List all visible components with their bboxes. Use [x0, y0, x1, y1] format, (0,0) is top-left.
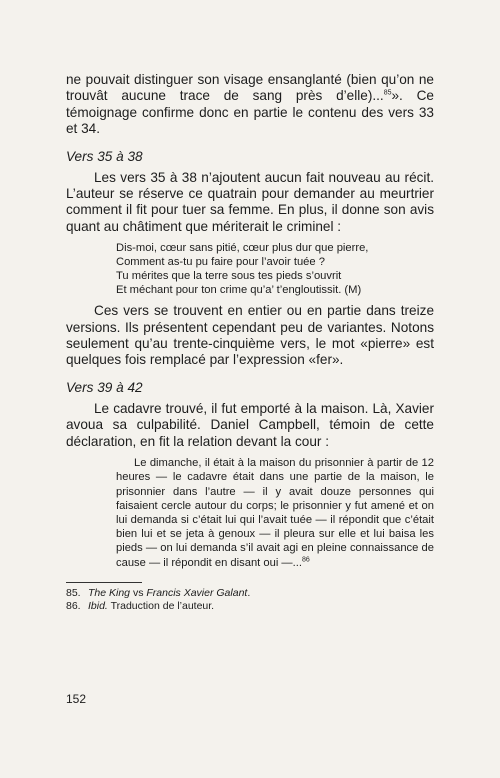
page-number: 152: [66, 692, 87, 706]
footnote-number: 85.: [66, 586, 81, 599]
footnote-ref[interactable]: 85: [383, 89, 392, 97]
paragraph: Les vers 35 à 38 n’ajoutent aucun fait nouveau au récit. L’auteur se réserve ce quatrain pour demander au meurtrier comment il fit pour tuer sa femme. En plus, il donne son avis quant au châtiment que mériterait le criminel :: [66, 169, 434, 234]
verse-line: Tu mérites que la terre sous tes pieds s’ouvrit: [116, 270, 342, 283]
paragraph-text: ». Ce témoignage confirme donc en partie le contenu des vers 33 et 34.: [66, 88, 434, 137]
footnote: [66, 600, 434, 614]
footnote: [66, 587, 434, 601]
verse-quote: [116, 241, 434, 297]
footnote-title: Francis Xavier Galant: [146, 586, 248, 599]
quote-text: Le dimanche, il était à la maison du prisonnier à partir de 12 heures — le cadavre était dans une partie de la maison, le prisonnier dans l’autre — il y avait douze personnes qui faisaient cercle autour du corps; le prisonnier y fut amené et on lui demanda si c’était lui qui l’avait tuée — il répondit que c’était bien lui et se jeta à genoux — il pleura sur elle et lui baisa les pieds — on lui demanda s’il avait agi en pleine connaissance de cause — il répondit en disant oui —...: [116, 457, 434, 569]
footnote-text: Traduction de l’auteur.: [107, 600, 215, 613]
footnote-text: vs: [130, 586, 147, 599]
verse-line: Comment as-tu pu faire pour l’avoir tuée ?: [116, 256, 325, 269]
verse-line: Dis-moi, cœur sans pitié, cœur plus dur que pierre,: [116, 242, 369, 255]
footnote-text: .: [247, 586, 251, 599]
footnote-divider: [66, 582, 142, 583]
section-heading: Vers 35 à 38: [66, 148, 143, 164]
verse-line: Et méchant pour ton crime qu’a’ t’engloutissit. (M): [116, 284, 362, 297]
paragraph: Ces vers se trouvent en entier ou en partie dans treize versions. Ils présentent cependant peu de variantes. Notons seulement qu’au trente-cinquième vers, le mot «pierre» est quelques fois remplacé par l’expression «fer».: [66, 303, 434, 368]
paragraph: Le cadavre trouvé, il fut emporté à la maison. Là, Xavier avoua sa culpabilité. Daniel Campbell, témoin de cette déclaration, en fit la relation devant la cour :: [66, 400, 434, 449]
page-content: [66, 72, 434, 614]
paragraph: [66, 72, 434, 138]
paragraph-text: ne pouvait distinguer son visage ensanglanté (bien qu’on ne trouvât aucune trace de sang près d’elle)...: [66, 72, 434, 104]
block-quote: [116, 456, 434, 570]
footnote-title: Ibid.: [88, 600, 108, 613]
footnote-title: The King: [88, 586, 131, 599]
footnote-ref[interactable]: 86: [301, 555, 310, 563]
footnote-number: 86.: [66, 600, 81, 613]
section-heading: Vers 39 à 42: [66, 379, 143, 395]
